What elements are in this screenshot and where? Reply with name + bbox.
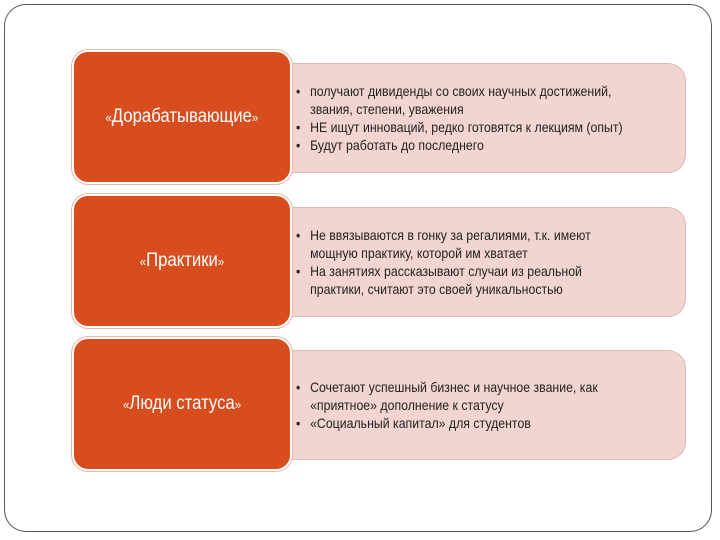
bullet-item <box>296 226 634 262</box>
bullet-item <box>296 414 634 432</box>
bullet-marker: • <box>296 415 301 431</box>
bullet-text: Не ввязываются в гонку за регалиями, т.к. имеют мощную практику, которой им хватает <box>310 227 591 261</box>
bullet-text: Сочетают успешный бизнес и научное звание, как «приятное» дополнение к статусу <box>310 379 598 413</box>
bullet-item <box>296 136 634 154</box>
bullet-text: Будут работать до последнего <box>310 137 484 153</box>
bullet-text: «Социальный капитал» для студентов <box>310 415 531 431</box>
category-label <box>123 393 241 415</box>
quote-open: « <box>139 254 147 269</box>
category-label-text: Дорабатывающие <box>111 106 253 127</box>
bullet-list <box>296 63 634 173</box>
bullet-text: получают дивиденды со своих научных достижений, звания, степени, уважения <box>310 83 612 117</box>
category-label-box <box>72 50 292 184</box>
row-dorabatyvayushchie <box>0 50 720 184</box>
bullet-item <box>296 262 634 298</box>
quote-close: » <box>234 397 242 412</box>
bullet-list <box>296 350 634 460</box>
bullet-marker: • <box>296 227 301 243</box>
row-lyudi-statusa <box>0 337 720 471</box>
bullet-text: НЕ ищут инноваций, редко готовятся к лекциям (опыт) <box>310 119 623 135</box>
bullet-item <box>296 118 634 136</box>
quote-close: » <box>217 254 225 269</box>
quote-open: « <box>122 397 130 412</box>
category-label-box <box>72 194 292 328</box>
quote-open: « <box>105 110 112 125</box>
category-label <box>140 250 225 272</box>
row-praktiki <box>0 194 720 328</box>
bullet-item <box>296 378 634 414</box>
bullet-marker: • <box>296 83 301 99</box>
category-label <box>106 106 259 128</box>
bullet-marker: • <box>296 263 301 279</box>
bullet-marker: • <box>296 119 301 135</box>
bullet-text: На занятиях рассказывают случаи из реальной практики, считают это своей уникальностью <box>310 263 582 297</box>
category-label-text: Люди статуса <box>129 393 235 414</box>
bullet-marker: • <box>296 379 301 395</box>
bullet-marker: • <box>296 137 301 153</box>
bullet-item <box>296 82 634 118</box>
bullet-list <box>296 207 634 317</box>
category-label-box <box>72 337 292 471</box>
category-label-text: Практики <box>146 250 218 271</box>
quote-close: » <box>252 110 259 125</box>
